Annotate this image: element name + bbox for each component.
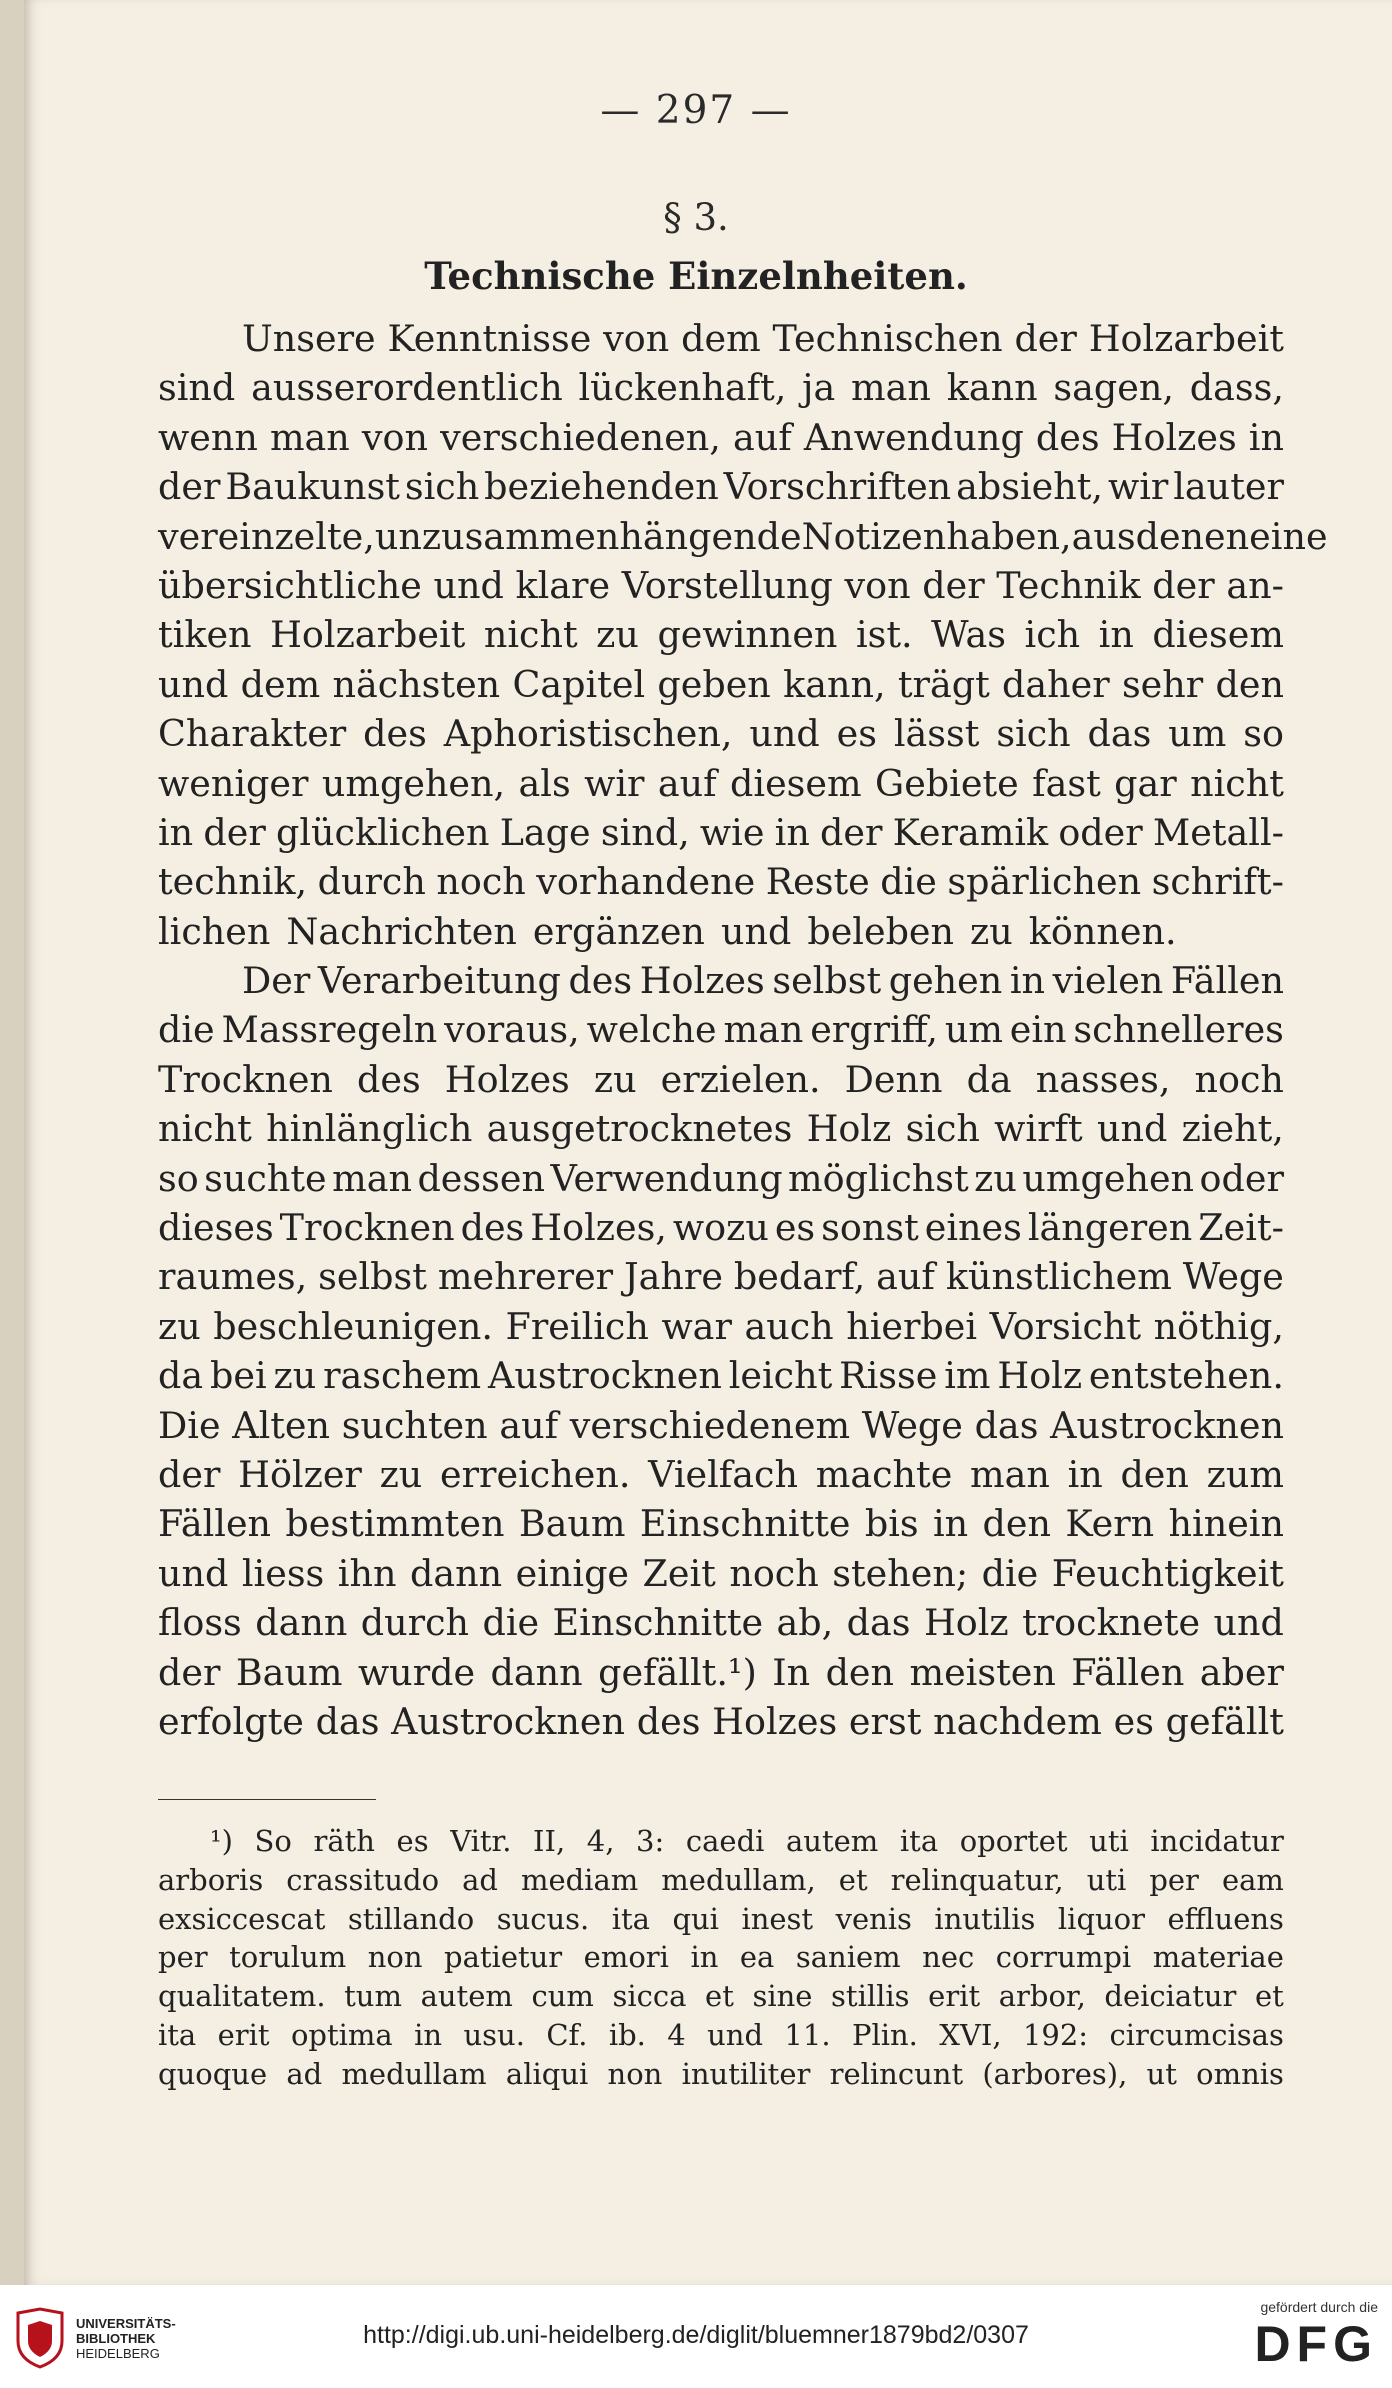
footnote-line: per torulum non patietur emori in ea saniem nec corrumpi materiae [158,1940,1284,1975]
footnote-line: ita erit optima in usu. Cf. ib. 4 und 11. Plin. XVI, 192: circumcisas [158,2017,1284,2052]
text-line: floss dann durch die Einschnitte ab, das Holz trocknete und [158,1601,1284,1645]
text-line: Fällen bestimmten Baum Einschnitte bis in den Kern hinein [158,1502,1284,1546]
text-line: technik, durch noch vorhandene Reste die spärlichen schrift- [158,860,1284,904]
text-line: sind ausserordentlich lückenhaft, ja man kann sagen, dass, [158,366,1284,410]
text-line: tiken Holzarbeit nicht zu gewinnen ist. Was ich in diesem [158,613,1284,657]
library-name-line: BIBLIOTHEK [76,2330,156,2346]
text-line: in der glücklichen Lage sind, wie in der Keramik oder Metall- [158,810,1284,854]
footnote-line: qualitatem. tum autem cum sicca et sine stillis erit arbor, deiciatur et [158,1979,1284,2014]
text-line: und dem nächsten Capitel geben kann, trägt daher sehr den [158,662,1284,706]
text-line: Trocknen des Holzes zu erzielen. Denn da nasses, noch [158,1057,1284,1101]
text-line: raumes, selbst mehrerer Jahre bedarf, auf künstlichem Wege [158,1255,1284,1299]
section-number: § 3. [663,196,729,239]
text-line: vereinzelte, unzusammenhängende Notizen haben, aus denen eine [158,514,1328,558]
text-line: der Baum wurde dann gefällt.¹) In den meisten Fällen aber [158,1650,1284,1694]
text-line: Unsere Kenntnisse von dem Technischen der Holzarbeit [242,317,1284,360]
body-text [158,314,1328,1746]
text-line: wenn man von verschiedenen, auf Anwendung des Holzes in [158,415,1284,459]
viewer-footer [0,2285,1392,2388]
text-line: so suchte man dessen Verwendung möglichst zu umgehen oder [158,1156,1284,1200]
text-line: Der Verarbeitung des Holzes selbst gehen in vielen Fällen [242,959,1284,1003]
book-gutter [0,0,24,2285]
footnote-rule [158,1799,376,1800]
text-line: und liess ihn dann einige Zeit noch stehen; die Feuchtigkeit [158,1551,1284,1595]
permalink-url[interactable]: http://digi.ub.uni-heidelberg.de/diglit/bluemner1879bd2/0307 [363,2321,1029,2349]
text-line: Charakter des Aphoristischen, und es lässt sich das um so [158,712,1284,756]
footnote-line: exsiccescat stillando sucus. ita qui inest venis inutilis liquor effluens [158,1901,1284,1936]
text-line: da bei zu raschem Austrocknen leicht Risse im Holz entstehen. [158,1354,1284,1398]
section-title: Technische Einzelnheiten. [424,254,968,298]
text-line: lichen Nachrichten ergänzen und beleben zu können. [158,909,1177,953]
text-line: weniger umgehen, als wir auf diesem Gebiete fast gar nicht [158,761,1284,805]
page-header: — 297 — [600,88,792,133]
footnote-line: ¹) So räth es Vitr. II, 4, 3: caedi autem ita oportet uti incidatur [210,1824,1284,1858]
library-name-line: UNIVERSITÄTS- [76,2315,176,2331]
text-line: dieses Trocknen des Holzes, wozu es sonst eines längeren Zeit- [158,1206,1284,1250]
text-line: erfolgte das Austrocknen des Holzes erst nachdem es gefällt [158,1699,1284,1743]
footnote-line: quoque ad medullam aliqui non inutiliter relincunt (arbores), ut omnis [158,2056,1284,2091]
sponsor-text: gefördert durch die [1260,2299,1378,2315]
sponsor-logo[interactable] [1178,2299,1378,2379]
text-line: die Massregeln voraus, welche man ergriff, um ein schnelleres [158,1008,1284,1052]
text-line: übersichtliche und klare Vorstellung von der Technik der an- [158,563,1284,607]
footnote-line: arboris crassitudo ad mediam medullam, et relinquatur, uti per eam [158,1862,1284,1897]
text-line: nicht hinlänglich ausgetrocknetes Holz sich wirft und zieht, [158,1107,1284,1151]
text-line: Die Alten suchten auf verschiedenem Wege das Austrocknen [158,1403,1284,1447]
text-line: zu beschleunigen. Freilich war auch hierbei Vorsicht nöthig, [158,1304,1284,1348]
library-name-line: HEIDELBERG [76,2345,160,2361]
dfg-logo: DFG [1254,2316,1378,2372]
footnote-text [158,1822,1284,2094]
text-line: der Hölzer zu erreichen. Vielfach machte man in den zum [158,1452,1284,1496]
text-line: der Baukunst sich beziehenden Vorschriften absieht, wir lauter [158,465,1284,509]
